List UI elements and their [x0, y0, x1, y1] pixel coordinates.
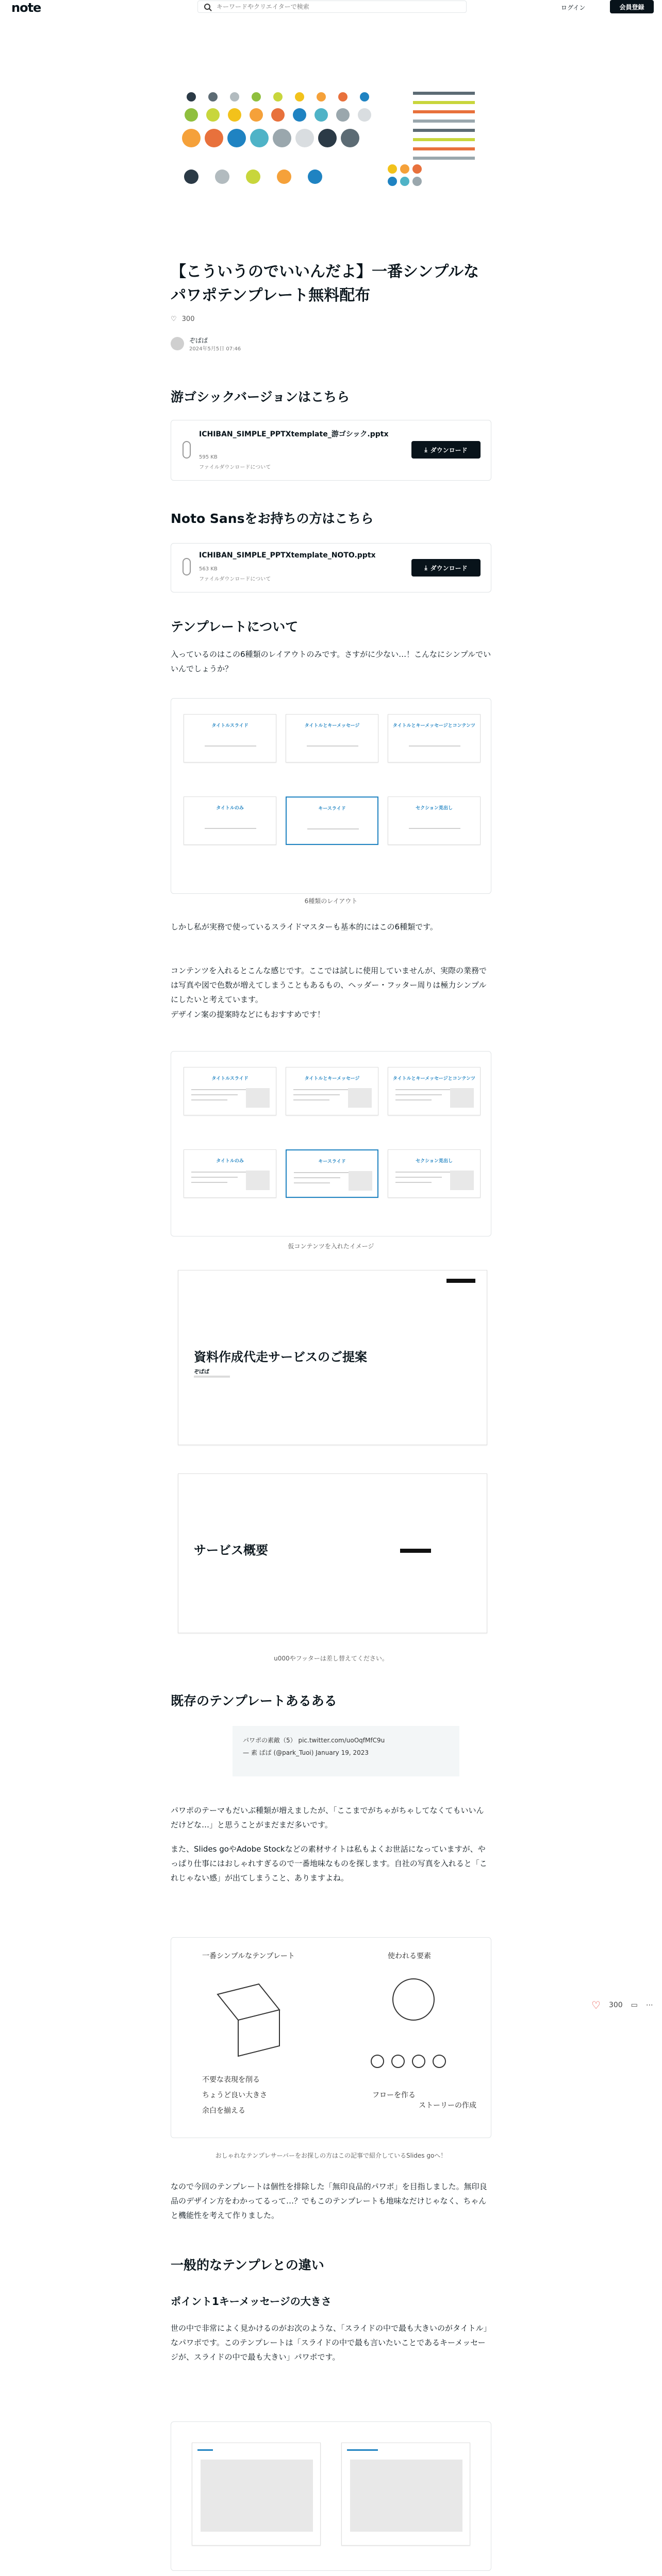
sketch-note: フローを作る: [372, 2091, 416, 2099]
slide-cover-sub: ぞぱぱ: [194, 1369, 209, 1375]
placeholder-line: [395, 1182, 432, 1183]
hero-dot: [336, 108, 350, 122]
like-count: 300: [181, 315, 195, 323]
download-button[interactable]: [411, 441, 481, 459]
layout-thumbnail-title: セクション見出し: [416, 1159, 453, 1164]
hero-stripe: [413, 101, 475, 104]
comment-icon[interactable]: ▭: [631, 2001, 638, 2009]
paragraph: また、Slides goやAdobe Stockなどの素材サイトは私もよくお世話になっていますが、やっぱり仕事にはおしゃれすぎるので一番地味なものを探します。自社の写真を入れると「これじゃない感」が出てしまうこと、ありますよね。: [171, 1844, 487, 1883]
sketch-circle: [433, 2055, 445, 2067]
hero-stripe: [413, 129, 475, 132]
placeholder-line: [395, 1177, 442, 1178]
author-row: [171, 336, 491, 357]
placeholder-image: [246, 1171, 270, 1190]
placeholder-line: [205, 745, 256, 747]
hero-dot: [412, 164, 422, 174]
section-heading-noto: Noto Sansをお持ちの方はこちら: [171, 511, 374, 526]
placeholder-line: [191, 1182, 227, 1183]
download-label: ダウンロード: [430, 446, 468, 454]
hero-image: [171, 61, 491, 231]
slide-logo-mark: [446, 1279, 475, 1283]
placeholder-line: [395, 1099, 432, 1100]
hero-dot: [187, 92, 196, 101]
publish-date: 2024年5月5日 07:46: [189, 346, 241, 352]
hero-dot: [400, 177, 409, 186]
sketch-figure: [171, 1937, 491, 2138]
hero-stripe: [413, 92, 475, 95]
placeholder-line: [191, 1099, 227, 1100]
section-heading-yugothic: 游ゴシックバージョンはこちら: [171, 389, 350, 404]
layout-thumbnail: [388, 1067, 481, 1115]
hero-dot: [360, 92, 369, 101]
heart-outline-icon[interactable]: ♡: [171, 315, 177, 323]
hero-dot: [388, 164, 397, 174]
placeholder-line: [409, 828, 460, 829]
hero-dot: [246, 170, 260, 184]
file-name: ICHIBAN_SIMPLE_PPTXtemplate_游ゴシック.pptx: [199, 430, 389, 438]
hero-dot: [228, 108, 241, 122]
download-label: ダウンロード: [430, 564, 468, 572]
hero-stripe: [413, 138, 475, 141]
hero-dot: [227, 129, 246, 147]
sketch-circle: [371, 2055, 384, 2067]
layout-thumbnail: [388, 796, 481, 845]
layout-thumbnail: [286, 1149, 378, 1198]
hero-dot: [250, 108, 263, 122]
placeholder-image: [450, 1088, 474, 1108]
hero-dot: [400, 164, 409, 174]
sketch-note: 余白を揃える: [202, 2107, 245, 2115]
hero-dot: [206, 108, 220, 122]
site-header: [0, 0, 662, 15]
placeholder-line: [191, 1172, 248, 1173]
hero-stripe: [413, 147, 475, 150]
sketch-shape: [393, 1979, 434, 2020]
sketch-circle: [412, 2055, 425, 2067]
search-input[interactable]: [217, 3, 443, 10]
layout-thumbnail-title: タイトルとキーメッセージとコンテンツ: [392, 1076, 476, 1081]
slide-cover-title: 資料作成代走サービスのご提案: [194, 1350, 367, 1364]
layout-thumbnail-title: タイトルスライド: [211, 1076, 249, 1081]
paperclip-icon: [183, 441, 191, 459]
sketch-note: 不要な表現を削る: [202, 2076, 260, 2084]
paragraph: 世の中で非常によく見かけるのがお次のような、「スライドの中で最も大きいのがタイトル」なパワポです。このテンプレートは「スライドの中で最も言いたいことであるキーメッセージが、スライドの中で最も大きい」パワポです。: [171, 2324, 491, 2362]
signup-button[interactable]: 会員登録: [610, 0, 654, 13]
hero-stripe: [413, 110, 475, 113]
placeholder-line: [191, 1089, 248, 1090]
hero-dot: [317, 92, 326, 101]
paragraph: パワポのテーマもだいぶ種類が増えましたが、「ここまでがちゃがちゃしてなくてもいいんだけどな…」と思うことがまだまだ多いです。: [171, 1806, 484, 1829]
placeholder-line: [307, 745, 358, 747]
file-download-card: [171, 420, 491, 481]
paragraph: デザイン案の提案時などにもおすすめです！: [171, 1010, 325, 1019]
file-size: 563 KB: [199, 566, 218, 572]
avatar[interactable]: [171, 337, 184, 350]
file-name: ICHIBAN_SIMPLE_PPTXtemplate_NOTO.pptx: [199, 551, 376, 560]
placeholder-image: [349, 1171, 372, 1191]
slide-logo-mark: [400, 1549, 431, 1553]
sketch-note: 一番シンプルなテンプレート: [202, 1952, 295, 1960]
placeholder-line: [191, 1094, 238, 1095]
file-about-link[interactable]: ファイルダウンロードについて: [199, 465, 271, 470]
layout-thumbnail: [184, 714, 276, 762]
paragraph: なので今回のテンプレートは個性を排除した「無印良品的パワポ」を目指しました。無印良品のデザイン方をわかってるって…？でもこのテンプレートも地味なだけじゃなく、ちゃんと機能性を考えて作りました。: [171, 2182, 487, 2220]
layout-thumbnail-title: タイトルのみ: [216, 1159, 244, 1164]
hero-dot: [182, 129, 201, 147]
placeholder-image: [246, 1088, 270, 1108]
tweet-attribution: — 素 ぱぱ (@park_Tuoi) January 19, 2023: [243, 1749, 369, 1756]
placeholder-image: [450, 1171, 474, 1190]
note-logo[interactable]: note: [11, 1, 41, 15]
hero-dot: [412, 177, 422, 186]
figure-caption: 仮コンテンツを入れたイメージ: [288, 1243, 374, 1250]
hero-dot: [184, 170, 198, 184]
hero-dot: [271, 108, 285, 122]
article-title: 【こういうのでいいんだよ】一番シンプルなパワポテンプレート無料配布: [171, 263, 479, 304]
placeholder-line: [293, 1094, 340, 1095]
hero-dot: [230, 92, 239, 101]
keymessage-slide: [192, 2443, 321, 2546]
heart-icon[interactable]: ♡: [591, 1999, 601, 2011]
hero-dot: [358, 108, 371, 122]
section-heading-general: 一般的なテンプレとの違い: [171, 2258, 324, 2273]
login-link[interactable]: ログイン: [561, 4, 586, 11]
search-icon: [204, 4, 210, 10]
hero-dot: [205, 129, 223, 147]
file-about-link[interactable]: ファイルダウンロードについて: [199, 577, 271, 582]
layout-thumbnail: [286, 714, 378, 762]
hero-dot: [295, 92, 304, 101]
paragraph: コンテンツを入れるとこんな感じです。ここでは試しに使用していませんが、実際の業務では写真や図で色数が増えてしまうこともあるもの、ヘッダー・フッター周りは極力シンプルにしたいと考えています。: [171, 966, 487, 1004]
layout-thumbnail: [184, 1149, 276, 1198]
layout-thumbnail-title: タイトルとキーメッセージ: [304, 723, 360, 728]
download-button[interactable]: [411, 559, 481, 577]
section-heading-about: テンプレートについて: [171, 619, 299, 634]
download-icon: ⤓: [424, 446, 427, 453]
hero-dot: [185, 108, 198, 122]
placeholder-line: [293, 1089, 350, 1090]
slide-section-example: [178, 1473, 487, 1633]
like-count: 300: [608, 2001, 623, 2009]
placeholder-line: [293, 1099, 329, 1100]
paragraph: しかし私が実務で使っているスライドマスターも基本的にはこの6種類です。: [171, 922, 438, 931]
layout-thumbnail-title: タイトルのみ: [216, 806, 244, 811]
tweet-text: パワポの素敵（5） pic.twitter.com/uoOqfMfC9u: [243, 1737, 385, 1744]
layout-thumbnail-title: タイトルとキーメッセージとコンテンツ: [392, 723, 476, 728]
hero-dot: [250, 129, 269, 147]
layouts-content-figure: [171, 1051, 491, 1236]
hero-dot: [315, 108, 328, 122]
hero-dot: [388, 177, 397, 186]
layout-thumbnail: [286, 796, 378, 845]
layout-thumbnail: [184, 1067, 276, 1115]
placeholder-line: [191, 1177, 238, 1178]
keymessage-slide: [341, 2443, 470, 2546]
placeholder-line: [395, 1172, 452, 1173]
floating-actions: [591, 1999, 653, 2011]
placeholder-line: [294, 1182, 330, 1183]
layout-thumbnail-title: キースライド: [318, 1159, 346, 1164]
slide-cover-example: [178, 1270, 487, 1445]
placeholder-image: [350, 2460, 462, 2532]
paperclip-icon: [183, 558, 191, 575]
file-download-card: [171, 543, 491, 592]
hero-dot: [318, 129, 337, 147]
hero-dot: [208, 92, 218, 101]
author-name[interactable]: ぞぱぱ: [189, 337, 208, 344]
hero-dot: [308, 170, 322, 184]
slide-title-bar: [197, 2449, 213, 2451]
figure-caption: u000やフッターは差し替えてください。: [274, 1655, 388, 1662]
hero-stripe: [413, 120, 475, 123]
slide-title-bar: [347, 2449, 378, 2451]
placeholder-line: [307, 828, 359, 829]
placeholder-line: [395, 1094, 442, 1095]
hero-stripe: [413, 157, 475, 160]
like-row: [171, 315, 491, 323]
keymessage-compare-figure: [171, 2421, 491, 2571]
layout-thumbnail-title: タイトルスライド: [211, 723, 249, 728]
sketch-note: ストーリーの作成: [419, 2102, 476, 2110]
layout-thumbnail-title: キースライド: [318, 806, 346, 811]
sketch-shape: [218, 1984, 279, 2020]
hero-dot: [273, 129, 291, 147]
layout-thumbnail: [388, 714, 481, 762]
hero-dot: [215, 170, 229, 184]
placeholder-image: [201, 2460, 313, 2532]
placeholder-line: [395, 1089, 452, 1090]
file-size: 595 KB: [199, 454, 218, 460]
layouts-figure: [171, 698, 491, 894]
subheading-point1: ポイント1キーメッセージの大きさ: [171, 2295, 332, 2308]
layout-thumbnail: [286, 1067, 378, 1115]
figure-caption: おしゃれなテンプレサーバーをお探しの方はこの記事で紹介しているSlides goへ！: [215, 2152, 447, 2159]
hero-dot: [341, 129, 359, 147]
placeholder-line: [409, 745, 460, 747]
slide-cover-line: [194, 1376, 230, 1378]
layout-thumbnail: [184, 796, 276, 845]
sketch-note: 使われる要素: [388, 1952, 431, 1960]
share-icon[interactable]: ⋯: [646, 2001, 653, 2009]
download-icon: ⤓: [424, 564, 427, 571]
figure-caption: 6種類のレイアウト: [304, 897, 358, 905]
placeholder-line: [294, 1177, 340, 1178]
search-box[interactable]: [197, 1, 467, 13]
placeholder-image: [348, 1088, 372, 1108]
layout-thumbnail: [388, 1149, 481, 1198]
paragraph: 入っているのはこの6種類のレイアウトのみです。さすがに少ない…！こんなにシンプルでいいんでしょうか？: [171, 650, 491, 673]
hero-dot: [295, 129, 314, 147]
hero-dot: [273, 92, 283, 101]
placeholder-line: [205, 828, 256, 829]
layout-thumbnail-title: タイトルとキーメッセージ: [304, 1076, 360, 1081]
sketch-circle: [392, 2055, 404, 2067]
placeholder-line: [294, 1172, 351, 1173]
embedded-tweet[interactable]: [233, 1726, 459, 1776]
slide-section-title: サービス概要: [194, 1543, 268, 1557]
sketch-shape: [238, 2010, 279, 2056]
hero-dot: [277, 170, 291, 184]
hero-dot: [338, 92, 347, 101]
sketch-note: ちょうど良い大きさ: [202, 2091, 267, 2099]
hero-dot: [252, 92, 261, 101]
section-heading-existing: 既存のテンプレートあるある: [171, 1693, 337, 1708]
layout-thumbnail-title: セクション見出し: [416, 806, 453, 811]
hero-dot: [293, 108, 306, 122]
